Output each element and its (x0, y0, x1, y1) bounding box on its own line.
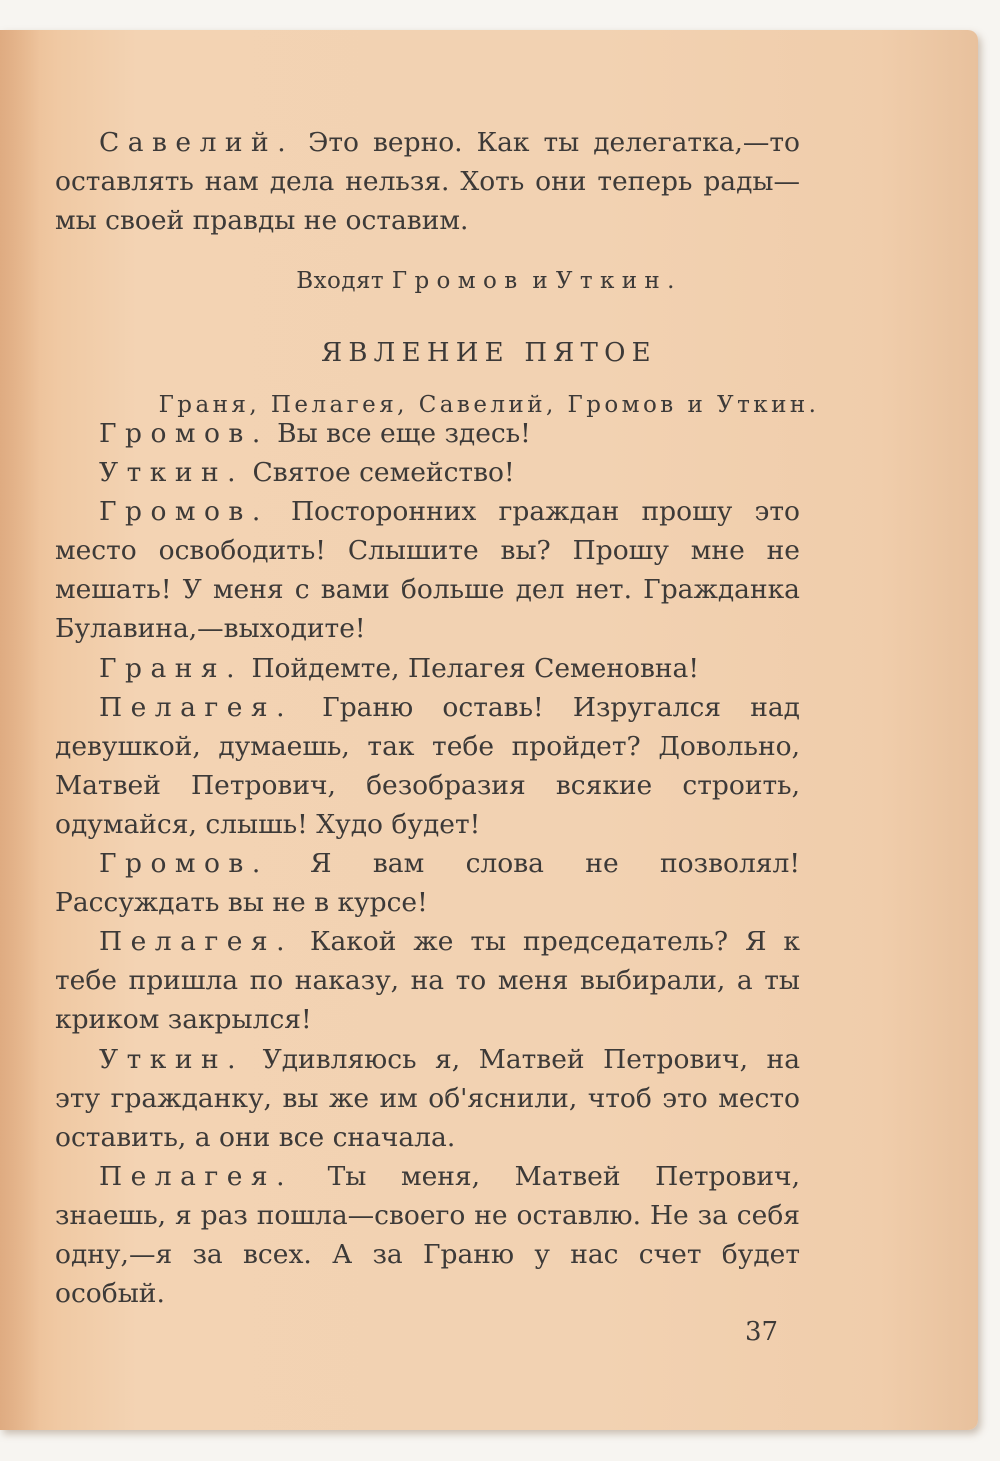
speaker-name: Савелий. (99, 127, 295, 158)
speech-paragraph (55, 844, 800, 922)
speech-text: Пойдемте, Пелагея Семеновна! (251, 652, 700, 684)
book-page (0, 30, 978, 1430)
speech-paragraph (55, 922, 800, 1039)
speech-paragraph (55, 1040, 800, 1157)
stage-direction-conj: и (532, 268, 549, 294)
speech-text: Удивляюсь я, Матвей Петрович, на эту гражданку, вы же им об'яснили, чтоб это место оставить, а они все сначала. (55, 1043, 800, 1153)
stage-direction-name: Уткин. (555, 268, 682, 294)
opening-speech (55, 123, 800, 240)
speech-text: Посторонних граждан прошу это место освободить! Слышите вы? Прошу мне не мешать! У меня с вами больше дел нет. Гражданка Булавина,—выходите! (55, 496, 800, 645)
speech-paragraph (55, 649, 800, 688)
speech-paragraph (55, 688, 800, 844)
speech-text: Какой же ты председатель? Я к тебе пришла по наказу, на то меня выбирали, а ты криком закрылся! (55, 926, 800, 1036)
speaker-name: Громов. (99, 848, 269, 880)
speaker-name: Уткин. (99, 1043, 245, 1075)
speech-paragraph (55, 492, 800, 648)
speech-text: Я вам слова не позволял! Рассуждать вы не в курсе! (55, 848, 800, 919)
speaker-name: Уткин. (99, 457, 245, 489)
speaker-name: Пелагея. (99, 1160, 293, 1192)
speech-paragraph (55, 123, 800, 240)
speech-paragraph (55, 1157, 800, 1313)
speech-text: Святое семейство! (252, 457, 515, 489)
speaker-name: Граня. (99, 652, 243, 684)
scene-heading: ЯВЛЕНИЕ ПЯТОЕ (321, 338, 657, 368)
speech-text: Граню оставь! Изругался над девушкой, думаешь, так тебе пройдет? Довольно, Матвей Петрович, безобразия всякие строить, одумайся, слышь! Худо будет! (55, 691, 800, 840)
speech-text: Это верно. Как ты делегатка,—то оставлять нам дела нельзя. Хоть они теперь рады—мы своей правды не оставим. (55, 127, 800, 237)
cast-line: Граня, Пелагея, Савелий, Громов и Уткин. (158, 392, 820, 418)
speech-text: Вы все еще здесь! (277, 418, 531, 449)
speech-paragraph (55, 453, 800, 492)
speaker-name: Громов. (99, 496, 269, 528)
speaker-name: Пелагея. (99, 926, 293, 958)
speaker-name: Пелагея. (99, 691, 293, 723)
speech-paragraph (55, 414, 800, 453)
stage-direction (0, 268, 978, 294)
page-number: 37 (745, 1317, 779, 1347)
dialogue (55, 414, 800, 1313)
speech-text: Ты меня, Матвей Петрович, знаешь, я раз пошла—своего не оставлю. Не за себя одну,—я за всех. А за Граню у нас счет будет особый. (55, 1160, 800, 1310)
stage-direction-name: Громов (391, 268, 525, 294)
speaker-name: Громов. (99, 418, 269, 449)
stage-direction-verb: Входят (296, 268, 385, 294)
